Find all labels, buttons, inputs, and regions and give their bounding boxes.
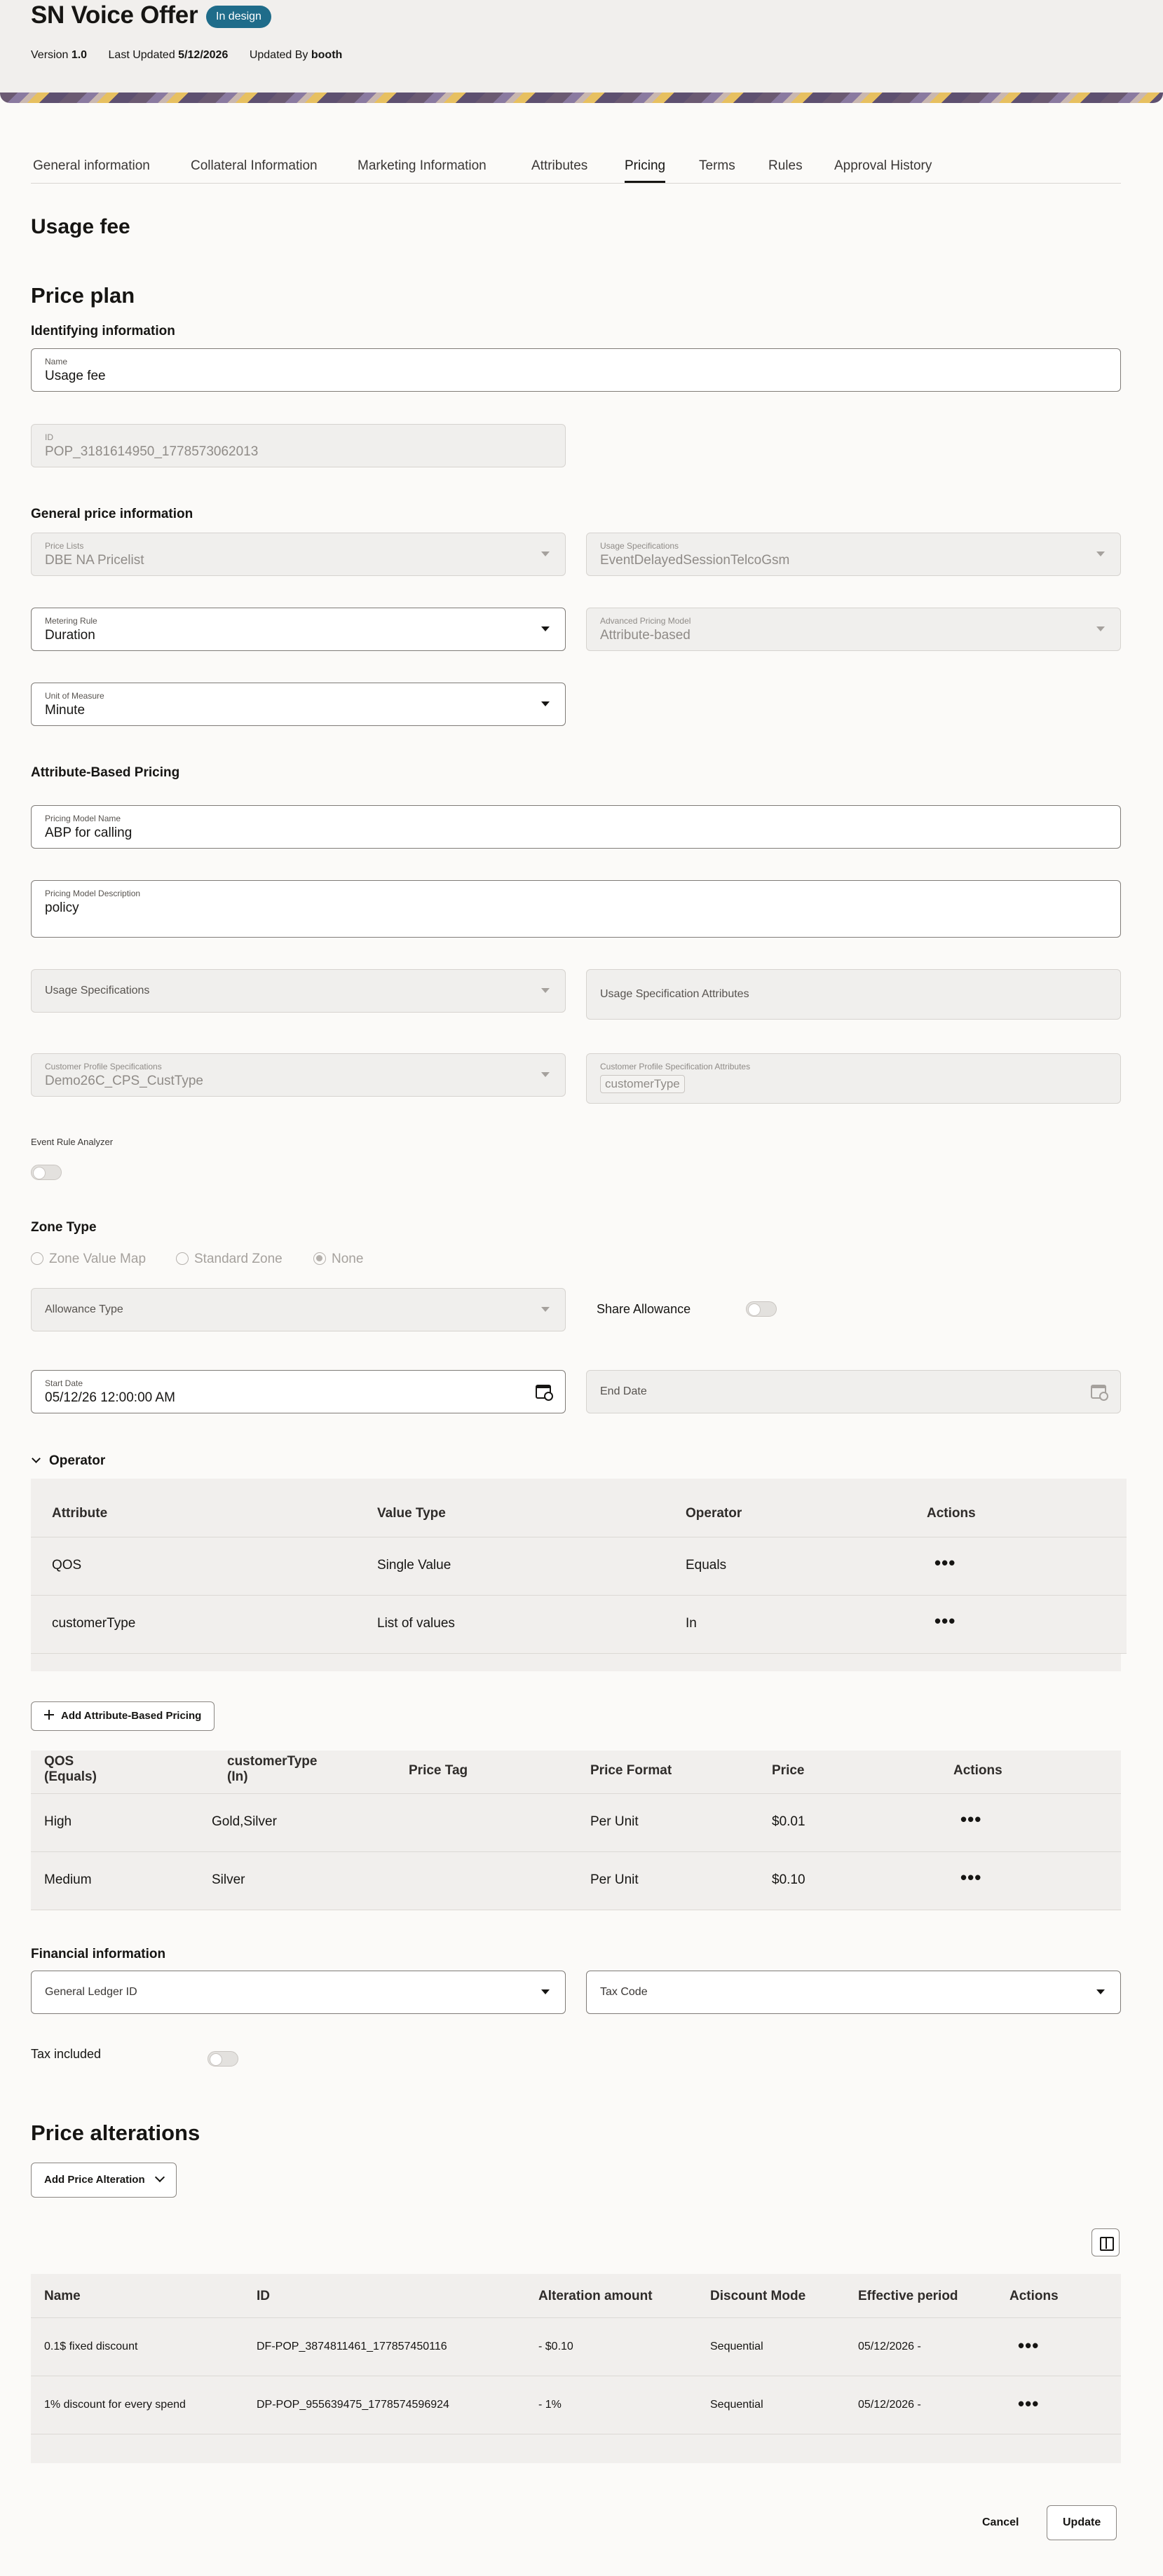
operator-value-type: Single Value bbox=[377, 1558, 451, 1573]
last-updated-label: Last Updated bbox=[108, 49, 175, 61]
col-price-format: Price Format bbox=[590, 1763, 672, 1778]
advanced-pricing-model-value: Attribute-based bbox=[600, 628, 691, 643]
pricing-model-description-label: Pricing Model Description bbox=[45, 889, 141, 898]
more-actions-icon[interactable]: ••• bbox=[934, 1552, 956, 1573]
col-alteration-amount: Alteration amount bbox=[538, 2289, 653, 2303]
operator-value-type: List of values bbox=[377, 1616, 455, 1631]
alteration-period: 05/12/2026 - bbox=[858, 2341, 921, 2352]
customer-profile-spec-attributes-field bbox=[586, 1053, 1121, 1104]
abp-customer-type: Silver bbox=[212, 1872, 245, 1887]
chevron-down-icon bbox=[541, 1072, 550, 1077]
col-name: Name bbox=[44, 2289, 81, 2303]
pricing-model-description-value: policy bbox=[45, 900, 79, 915]
customer-profile-specs-value: Demo26C_CPS_CustType bbox=[45, 1074, 203, 1088]
table-row bbox=[31, 1852, 1121, 1910]
start-date-value: 05/12/26 12:00:00 AM bbox=[45, 1390, 175, 1405]
customer-type-chip: customerType bbox=[600, 1075, 685, 1093]
calendar-icon[interactable] bbox=[536, 1385, 551, 1399]
usage-spec-attributes-placeholder: Usage Specification Attributes bbox=[600, 988, 749, 1000]
alteration-amount: - 1% bbox=[538, 2399, 562, 2411]
tab-approval-history[interactable]: Approval History bbox=[834, 158, 932, 173]
metering-rule-select[interactable] bbox=[31, 608, 566, 651]
col-effective-period: Effective period bbox=[858, 2289, 958, 2303]
alteration-name: 0.1$ fixed discount bbox=[44, 2341, 138, 2352]
abp-qos: High bbox=[44, 1814, 72, 1829]
pricing-model-name-value: ABP for calling bbox=[45, 825, 132, 840]
price-lists-label: Price Lists bbox=[45, 541, 84, 551]
chevron-down-icon[interactable] bbox=[541, 701, 550, 706]
allowance-type-select bbox=[31, 1288, 566, 1331]
tab-marketing-information[interactable]: Marketing Information bbox=[358, 158, 487, 173]
chevron-down-icon[interactable] bbox=[541, 626, 550, 631]
pricing-model-description-field[interactable] bbox=[31, 880, 1121, 938]
financial-info-heading: Financial information bbox=[31, 1947, 166, 1961]
price-lists-value: DBE NA Pricelist bbox=[45, 553, 144, 568]
add-price-alteration-button[interactable] bbox=[31, 2163, 177, 2198]
tax-code-select[interactable] bbox=[586, 1971, 1121, 2014]
name-label: Name bbox=[45, 357, 68, 366]
start-date-label: Start Date bbox=[45, 1378, 83, 1388]
metering-rule-label: Metering Rule bbox=[45, 616, 97, 626]
none-label: None bbox=[332, 1252, 364, 1266]
price-lists-select bbox=[31, 533, 566, 576]
operator-attribute: customerType bbox=[52, 1616, 136, 1631]
chevron-down-icon bbox=[32, 1454, 41, 1463]
usage-spec-label: Usage Specifications bbox=[600, 541, 679, 551]
name-value: Usage fee bbox=[45, 369, 106, 383]
more-actions-icon[interactable]: ••• bbox=[960, 1809, 982, 1830]
chevron-down-icon bbox=[541, 1307, 550, 1312]
chevron-down-icon bbox=[541, 551, 550, 556]
general-price-heading: General price information bbox=[31, 507, 193, 521]
zone-value-map-label: Zone Value Map bbox=[49, 1252, 147, 1266]
col-operator: Operator bbox=[686, 1506, 742, 1521]
radio-icon bbox=[31, 1252, 43, 1265]
radio-icon bbox=[176, 1252, 189, 1265]
alteration-period: 05/12/2026 - bbox=[858, 2399, 921, 2411]
col-actions: Actions bbox=[1009, 2289, 1059, 2303]
tab-general-information[interactable]: General information bbox=[33, 158, 150, 173]
zone-type-heading: Zone Type bbox=[31, 1220, 97, 1235]
metering-rule-value: Duration bbox=[45, 628, 95, 643]
usage-specifications-placeholder: Usage Specifications bbox=[45, 985, 150, 996]
id-label: ID bbox=[45, 432, 53, 442]
offer-meta bbox=[31, 49, 342, 62]
chevron-down-icon[interactable] bbox=[1096, 1989, 1105, 1994]
operator-operator: In bbox=[686, 1616, 697, 1631]
advanced-pricing-model-select bbox=[586, 608, 1121, 651]
col-value-type: Value Type bbox=[377, 1506, 446, 1521]
col-actions: Actions bbox=[953, 1763, 1002, 1778]
abp-heading: Attribute-Based Pricing bbox=[31, 765, 180, 780]
general-ledger-placeholder: General Ledger ID bbox=[45, 1986, 137, 1998]
abp-qos: Medium bbox=[44, 1872, 92, 1887]
more-actions-icon[interactable]: ••• bbox=[934, 1610, 956, 1631]
add-abp-label: Add Attribute-Based Pricing bbox=[61, 1710, 202, 1722]
status-badge: In design bbox=[206, 6, 271, 28]
general-ledger-id-select[interactable] bbox=[31, 1971, 566, 2014]
usage-specification-select bbox=[586, 533, 1121, 576]
end-date-placeholder: End Date bbox=[600, 1385, 647, 1397]
page-title: Usage fee bbox=[31, 215, 130, 238]
unit-of-measure-select[interactable] bbox=[31, 683, 566, 726]
id-value: POP_3181614950_1778573062013 bbox=[45, 444, 259, 459]
tab-rules[interactable]: Rules bbox=[768, 158, 803, 173]
name-field[interactable] bbox=[31, 348, 1121, 392]
alteration-id: DF-POP_3874811461_177857450116 bbox=[257, 2341, 447, 2352]
start-date-field[interactable] bbox=[31, 1370, 566, 1413]
alteration-mode: Sequential bbox=[710, 2341, 763, 2352]
unit-of-measure-label: Unit of Measure bbox=[45, 691, 104, 701]
chevron-down-icon bbox=[1096, 551, 1105, 556]
price-plan-heading: Price plan bbox=[31, 283, 135, 308]
add-attribute-based-pricing-button[interactable] bbox=[31, 1701, 215, 1731]
alteration-id: DP-POP_955639475_1778574596924 bbox=[257, 2399, 449, 2411]
header-banner-image bbox=[0, 93, 1163, 103]
col-customer-type: customerType (In) bbox=[227, 1754, 318, 1784]
col-actions: Actions bbox=[927, 1506, 976, 1521]
table-row bbox=[31, 2318, 1121, 2376]
table-row bbox=[31, 1596, 1127, 1654]
unit-of-measure-value: Minute bbox=[45, 703, 86, 718]
event-rule-analyzer-toggle[interactable] bbox=[31, 1165, 62, 1180]
id-field bbox=[31, 424, 566, 467]
customer-profile-spec-attributes-label: Customer Profile Specification Attributes bbox=[600, 1062, 751, 1071]
chevron-down-icon bbox=[541, 988, 550, 993]
end-date-field bbox=[586, 1370, 1121, 1413]
event-rule-analyzer-label: Event Rule Analyzer bbox=[31, 1137, 114, 1147]
usage-spec-value: EventDelayedSessionTelcoGsm bbox=[600, 553, 790, 568]
standard-zone-radio[interactable] bbox=[176, 1252, 283, 1267]
calendar-icon bbox=[1091, 1385, 1106, 1399]
alteration-name: 1% discount for every spend bbox=[44, 2399, 186, 2411]
updated-by-value: booth bbox=[311, 49, 343, 61]
version-value: 1.0 bbox=[71, 49, 88, 61]
abp-price-format: Per Unit bbox=[590, 1814, 639, 1829]
customer-profile-specs-label: Customer Profile Specifications bbox=[45, 1062, 162, 1071]
operator-section-toggle[interactable] bbox=[31, 1453, 105, 1469]
operator-attribute: QOS bbox=[52, 1558, 82, 1573]
alteration-mode: Sequential bbox=[710, 2399, 763, 2411]
usage-specifications-select bbox=[31, 969, 566, 1013]
plus-icon bbox=[44, 1710, 54, 1720]
table-row bbox=[31, 1794, 1121, 1852]
add-price-alteration-label: Add Price Alteration bbox=[44, 2174, 145, 2186]
cancel-button[interactable]: Cancel bbox=[982, 2516, 1019, 2528]
version-label: Version bbox=[31, 49, 69, 61]
allowance-type-placeholder: Allowance Type bbox=[45, 1303, 123, 1315]
last-updated-value: 5/12/2026 bbox=[178, 49, 229, 61]
table-row bbox=[31, 2376, 1121, 2434]
abp-price: $0.10 bbox=[772, 1872, 805, 1887]
tab-bar bbox=[31, 156, 1121, 184]
tab-collateral-information[interactable]: Collateral Information bbox=[191, 158, 318, 173]
chevron-down-icon bbox=[1096, 626, 1105, 631]
zone-value-map-radio[interactable] bbox=[31, 1252, 146, 1267]
col-id: ID bbox=[257, 2289, 270, 2303]
more-actions-icon[interactable]: ••• bbox=[960, 1867, 982, 1888]
alteration-amount: - $0.10 bbox=[538, 2341, 573, 2352]
updated-by-label: Updated By bbox=[249, 49, 308, 61]
col-price: Price bbox=[772, 1763, 805, 1778]
more-actions-icon[interactable]: ••• bbox=[1018, 2335, 1040, 2356]
tax-included-label: Tax included bbox=[31, 2047, 102, 2061]
col-attribute: Attribute bbox=[52, 1506, 108, 1521]
chevron-down-icon bbox=[155, 2172, 165, 2182]
pricing-model-name-field[interactable] bbox=[31, 805, 1121, 849]
operator-heading: Operator bbox=[49, 1453, 106, 1468]
abp-customer-type: Gold,Silver bbox=[212, 1814, 277, 1829]
pricing-model-name-label: Pricing Model Name bbox=[45, 814, 121, 823]
operator-operator: Equals bbox=[686, 1558, 727, 1573]
radio-selected-icon bbox=[313, 1252, 326, 1265]
usage-spec-attributes-field bbox=[586, 969, 1121, 1020]
abp-price: $0.01 bbox=[772, 1814, 805, 1829]
price-alterations-heading: Price alterations bbox=[31, 2121, 200, 2145]
share-allowance-label: Share Allowance bbox=[597, 1302, 691, 1316]
columns-icon[interactable] bbox=[1091, 2228, 1120, 2256]
tax-included-toggle[interactable] bbox=[208, 2051, 238, 2067]
tab-attributes[interactable]: Attributes bbox=[531, 158, 588, 173]
table-row bbox=[31, 1537, 1127, 1596]
col-discount-mode: Discount Mode bbox=[710, 2289, 806, 2303]
tab-pricing[interactable]: Pricing bbox=[625, 158, 665, 183]
tax-code-placeholder: Tax Code bbox=[600, 1986, 648, 1998]
none-radio[interactable] bbox=[313, 1252, 363, 1267]
offer-title: SN Voice Offer bbox=[31, 1, 198, 29]
col-qos: QOS (Equals) bbox=[44, 1754, 97, 1784]
identifying-info-heading: Identifying information bbox=[31, 324, 175, 338]
share-allowance-toggle[interactable] bbox=[746, 1301, 777, 1317]
chevron-down-icon[interactable] bbox=[541, 1989, 550, 1994]
standard-zone-label: Standard Zone bbox=[194, 1252, 283, 1266]
abp-price-format: Per Unit bbox=[590, 1872, 639, 1887]
more-actions-icon[interactable]: ••• bbox=[1018, 2393, 1040, 2414]
advanced-pricing-model-label: Advanced Pricing Model bbox=[600, 616, 691, 626]
customer-profile-specs-select bbox=[31, 1053, 566, 1097]
col-price-tag: Price Tag bbox=[409, 1763, 468, 1778]
tab-terms[interactable]: Terms bbox=[699, 158, 735, 173]
update-button[interactable]: Update bbox=[1047, 2505, 1117, 2540]
